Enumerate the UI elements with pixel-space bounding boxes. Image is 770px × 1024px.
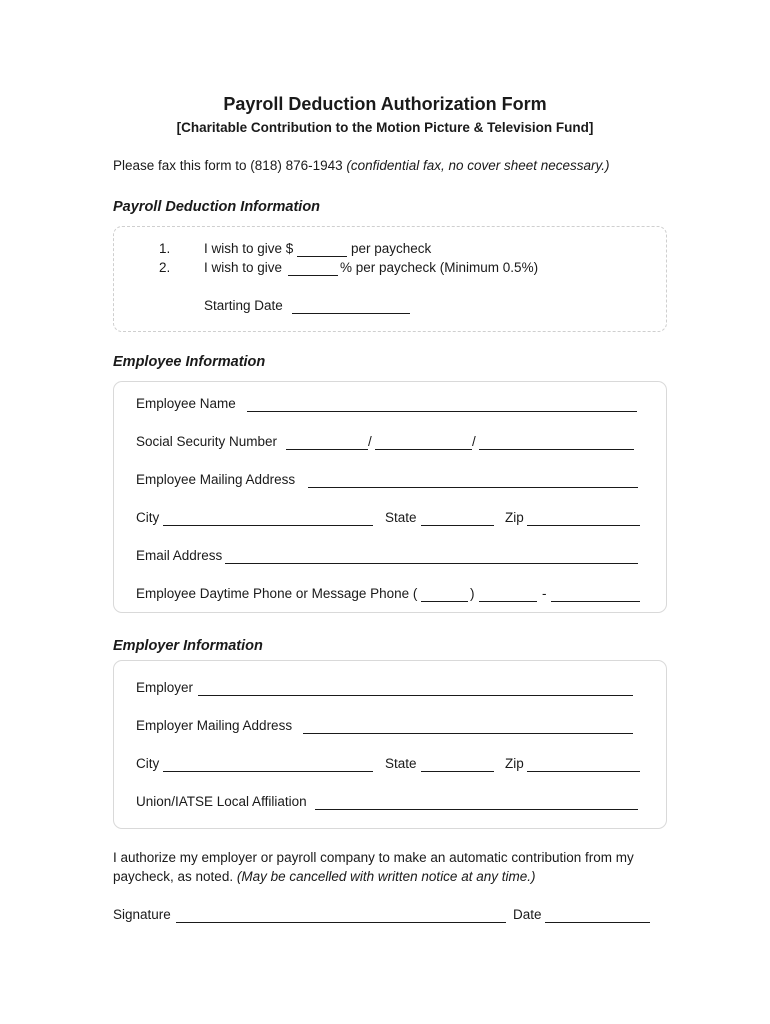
employer-city-label: City	[136, 756, 160, 771]
fax-instructions	[113, 158, 610, 173]
date-field[interactable]	[545, 922, 650, 923]
item-2-number: 2.	[159, 260, 171, 275]
phone-prefix-field[interactable]	[479, 601, 537, 602]
per-paycheck-label: per paycheck	[351, 241, 432, 256]
employee-state-label: State	[385, 510, 417, 525]
phone-line-field[interactable]	[551, 601, 640, 602]
union-label: Union/IATSE Local Affiliation	[136, 794, 307, 809]
dollar-amount-field[interactable]	[297, 256, 347, 257]
employee-name-field[interactable]	[247, 411, 637, 412]
employee-zip-label: Zip	[505, 510, 524, 525]
email-field[interactable]	[225, 563, 638, 564]
signature-label: Signature	[113, 907, 171, 922]
employer-zip-field[interactable]	[527, 771, 640, 772]
authorization-note: (May be cancelled with written notice at any time.)	[236, 869, 536, 884]
employee-zip-field[interactable]	[527, 525, 640, 526]
ssn-separator-2: /	[472, 434, 476, 449]
percent-per-paycheck-label: % per paycheck (Minimum 0.5%)	[340, 260, 539, 275]
payroll-section-heading: Payroll Deduction Information	[113, 199, 321, 215]
date-label: Date	[513, 907, 542, 922]
employee-state-field[interactable]	[421, 525, 494, 526]
ssn-part-1-field[interactable]	[286, 449, 368, 450]
employee-city-label: City	[136, 510, 160, 525]
fax-instructions-note: (confidential fax, no cover sheet necessary.)	[346, 158, 610, 173]
percent-amount-field[interactable]	[288, 275, 338, 276]
employer-state-field[interactable]	[421, 771, 494, 772]
ssn-separator-1: /	[368, 434, 372, 449]
ssn-label: Social Security Number	[136, 434, 278, 449]
signature-field[interactable]	[176, 922, 506, 923]
starting-date-label: Starting Date	[204, 298, 283, 313]
employee-name-label: Employee Name	[136, 396, 236, 411]
employer-zip-label: Zip	[505, 756, 524, 771]
phone-close-paren: )	[470, 586, 475, 601]
employer-section-heading: Employer Information	[113, 638, 263, 654]
union-field[interactable]	[315, 809, 638, 810]
give-percent-label: I wish to give	[204, 260, 283, 275]
authorization-statement	[113, 848, 653, 886]
employee-city-field[interactable]	[163, 525, 373, 526]
phone-dash: -	[542, 586, 547, 601]
employee-address-field[interactable]	[308, 487, 638, 488]
email-label: Email Address	[136, 548, 223, 563]
form-title: Payroll Deduction Authorization Form	[223, 94, 547, 114]
form-subtitle: [Charitable Contribution to the Motion Picture & Television Fund]	[176, 120, 594, 135]
phone-label: Employee Daytime Phone or Message Phone (	[136, 586, 418, 601]
starting-date-field[interactable]	[292, 313, 410, 314]
employer-field[interactable]	[198, 695, 633, 696]
ssn-part-2-field[interactable]	[375, 449, 472, 450]
authorization-text: I authorize my employer or payroll company to make an automatic contribution from my paycheck, as noted.	[113, 850, 634, 884]
give-dollar-label: I wish to give $	[204, 241, 294, 256]
employer-label: Employer	[136, 680, 194, 695]
employer-city-field[interactable]	[163, 771, 373, 772]
employee-section-box	[113, 381, 667, 613]
ssn-part-3-field[interactable]	[479, 449, 634, 450]
employer-state-label: State	[385, 756, 417, 771]
phone-area-code-field[interactable]	[421, 601, 468, 602]
employer-address-field[interactable]	[303, 733, 633, 734]
employee-section-heading: Employee Information	[113, 354, 266, 370]
employer-address-label: Employer Mailing Address	[136, 718, 293, 733]
employee-address-label: Employee Mailing Address	[136, 472, 296, 487]
fax-instructions-text: Please fax this form to (818) 876-1943	[113, 158, 343, 173]
item-1-number: 1.	[159, 241, 171, 256]
